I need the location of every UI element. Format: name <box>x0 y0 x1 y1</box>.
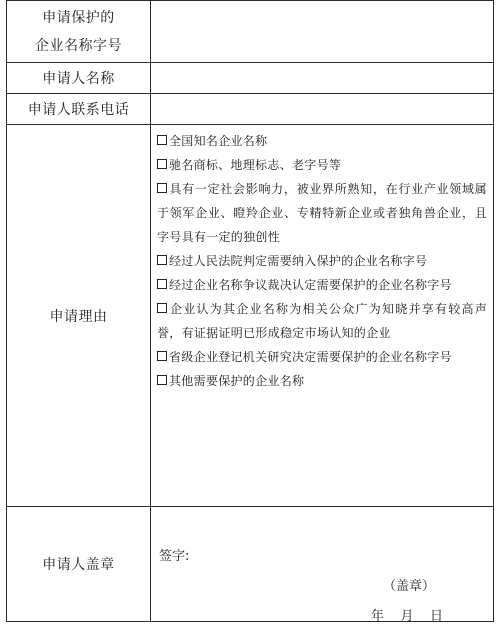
applicant-phone-row <box>7 94 494 125</box>
sign-label: 签字: <box>159 549 190 564</box>
checkbox-icon[interactable] <box>157 183 167 193</box>
reason-options <box>151 125 494 507</box>
seal-label: 申请人盖章 <box>7 507 151 622</box>
applicant-phone-label: 申请人联系电话 <box>7 94 151 125</box>
company-name-value[interactable] <box>151 1 494 63</box>
company-name-label-line1: 申请保护的 <box>42 9 115 26</box>
company-name-row <box>7 1 494 63</box>
company-name-label <box>7 1 151 63</box>
reason-label: 申请理由 <box>7 125 151 507</box>
company-name-label-line2: 企业名称字号 <box>35 37 122 54</box>
checkbox-icon[interactable] <box>157 135 167 145</box>
reason-option[interactable]: 省级企业登记机关研究决定需要保护的企业名称字号 <box>157 345 487 369</box>
applicant-name-row <box>7 63 494 94</box>
checkbox-icon[interactable] <box>157 303 167 313</box>
application-form-table <box>6 0 494 622</box>
reason-row <box>7 125 494 507</box>
reason-option[interactable]: 全国知名企业名称 <box>157 129 487 153</box>
applicant-name-value[interactable] <box>151 63 494 94</box>
checkbox-icon[interactable] <box>157 159 167 169</box>
seal-row <box>7 507 494 622</box>
applicant-phone-value[interactable] <box>151 94 494 125</box>
reason-option[interactable]: 具有一定社会影响力，被业界所熟知，在行业产业领域属于领军企业、瞪羚企业、专精特新企业或者独角兽企业，且字号具有一定的独创性 <box>157 182 487 244</box>
checkbox-icon[interactable] <box>157 255 167 265</box>
reason-option[interactable]: 经过企业名称争议裁决认定需要保护的企业名称字号 <box>157 273 487 297</box>
reason-option[interactable]: 企业认为其企业名称为相关公众广为知晓并享有较高声誉，有证据证明已形成稳定市场认知的企业 <box>157 302 487 340</box>
signature-area[interactable] <box>151 507 494 622</box>
checkbox-icon[interactable] <box>157 279 167 289</box>
applicant-name-label: 申请人名称 <box>7 63 151 94</box>
stamp-label: （盖章） <box>383 579 436 594</box>
checkbox-icon[interactable] <box>157 351 167 361</box>
date-label: 年 月 日 <box>371 609 444 624</box>
reason-option[interactable]: 其他需要保护的企业名称 <box>157 369 487 393</box>
reason-option[interactable]: 驰名商标、地理标志、老字号等 <box>157 153 487 177</box>
reason-option[interactable]: 经过人民法院判定需要纳入保护的企业名称字号 <box>157 249 487 273</box>
checkbox-icon[interactable] <box>157 375 167 385</box>
